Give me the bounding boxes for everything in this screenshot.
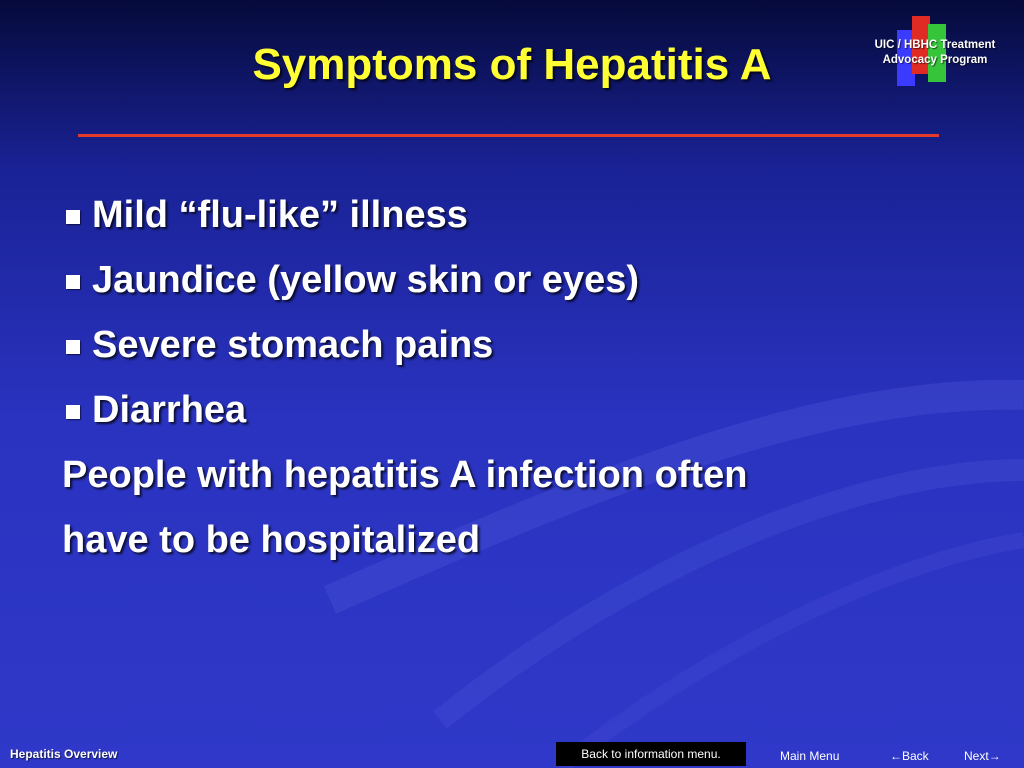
square-bullet-icon [66, 340, 80, 354]
bullet-text: Severe stomach pains [92, 324, 494, 366]
square-bullet-icon [66, 275, 80, 289]
bullet-text: Mild “flu-like” illness [92, 194, 468, 236]
bullet-item [62, 248, 982, 313]
bullet-item [62, 378, 982, 443]
bullet-item [62, 313, 982, 378]
note-line: People with hepatitis A infection often [62, 454, 748, 496]
next-link[interactable] [964, 749, 1001, 763]
program-logo-text [850, 38, 1020, 68]
slide-content [62, 183, 982, 573]
square-bullet-icon [66, 405, 80, 419]
slide-title: Symptoms of Hepatitis A [252, 40, 772, 89]
back-label: Back [902, 749, 929, 763]
logo-line-1: UIC / HBHC Treatment [874, 39, 996, 51]
footer-presentation-title: Hepatitis Overview [10, 747, 118, 761]
left-arrow-icon: ← [890, 749, 902, 763]
square-bullet-icon [66, 210, 80, 224]
note-line: have to be hospitalized [62, 519, 481, 561]
main-menu-link[interactable]: Main Menu [780, 749, 840, 763]
logo-line-2: Advocacy Program [882, 54, 988, 66]
back-link[interactable] [890, 749, 929, 763]
next-label: Next [964, 749, 989, 763]
bullet-text: Diarrhea [92, 389, 247, 431]
back-to-information-menu-button[interactable]: Back to information menu. [556, 742, 746, 766]
bullet-item [62, 183, 982, 248]
right-arrow-icon: → [988, 749, 1001, 763]
title-divider [78, 134, 939, 137]
bullet-text: Jaundice (yellow skin or eyes) [92, 259, 639, 301]
